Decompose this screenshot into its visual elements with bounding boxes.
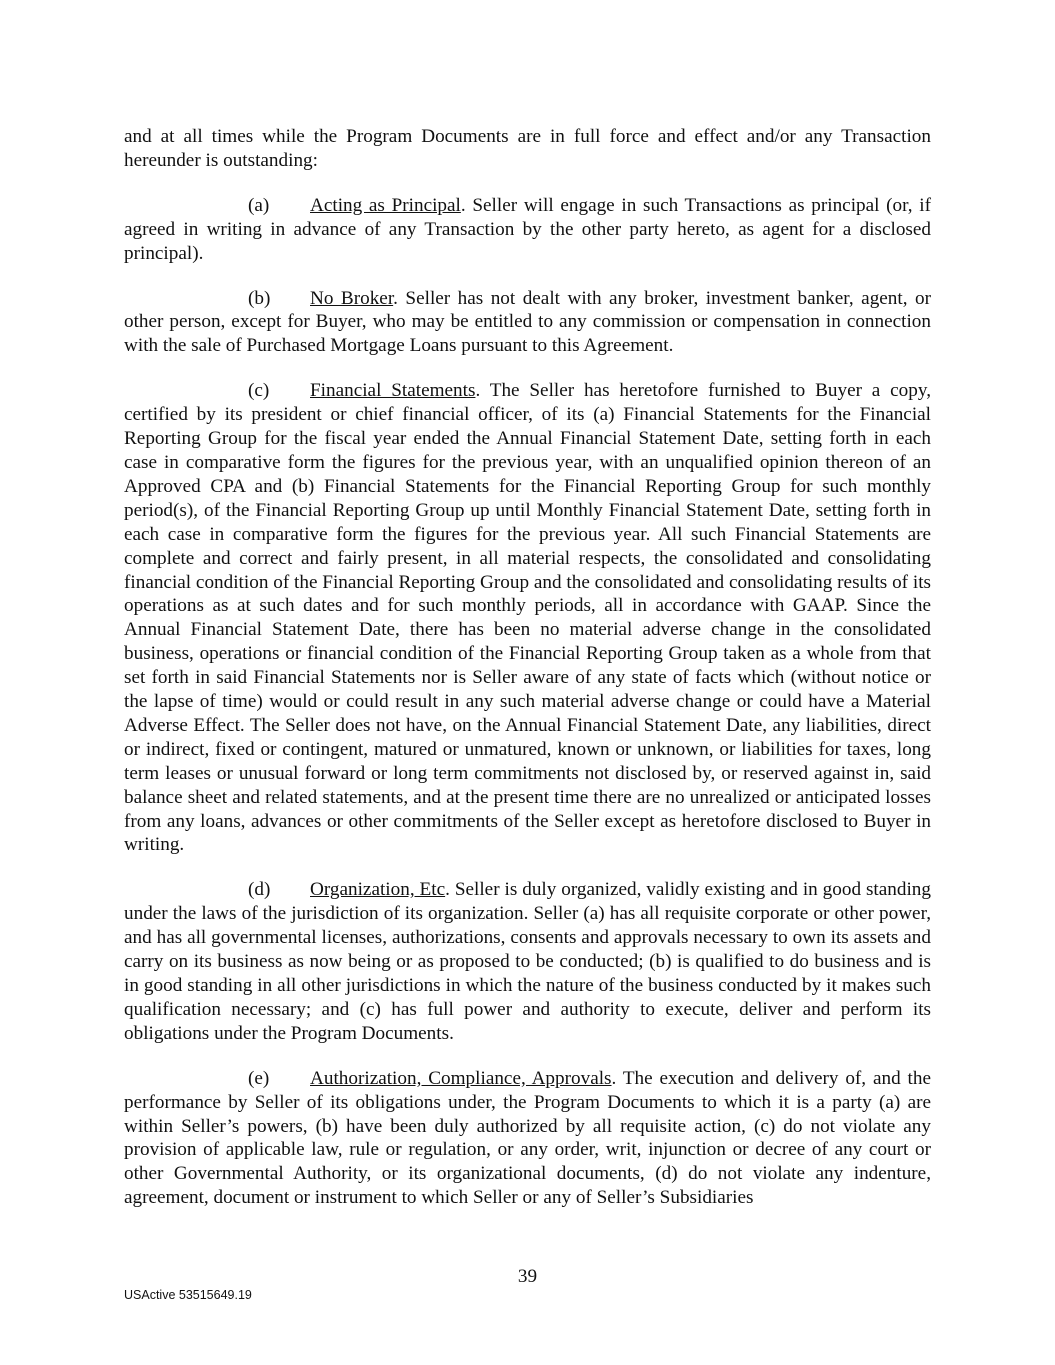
section-text: . The Seller has heretofore furnished to Buyer a copy, certified by its president or chief financial officer, of its (a) Financial Statements for the Financial Reporting Group for the fiscal year ended the Annual Financial Statement Date, setting forth in each case in comparative form the figures for the previous year, with an unqualified opinion thereon of an Approved CPA and (b) Financial Statements for the Financial Reporting Group for such monthly period(s), of the Financial Reporting Group up until Monthly Financial Statement Date, setting forth in each case in comparative form the figures for the previous year. All such Financial Statements are complete and correct and fairly present, in all material respects, the consolidated and consolidating financial condition of the Financial Reporting Group and the consolidated and consolidating results of its operations as at such dates and for such monthly periods, all in accordance with GAAP. Since the Annual Financial Statement Date, there has been no material adverse change in the consolidated business, operations or financial condition of the Financial Reporting Group taken as a whole from that set forth in said Financial Statements nor is Seller aware of any state of facts which (without notice or the lapse of time) would or could result in any such material adverse change or could have a Material Adverse Effect. The Seller does not have, on the Annual Financial Statement Date, any liabilities, direct or indirect, fixed or contingent, matured or unmatured, known or unknown, or liabilities for taxes, long term leases or unusual forward or long term commitments not disclosed by, or reserved against in, said balance sheet and related statements, and at the present time there are no unrealized or anticipated losses from any loans, advances or other commitments of the Seller except as heretofore disclosed to Buyer in writing. [124,380,931,856]
section-d [124,878,931,1045]
page-number: 39 [517,1266,538,1287]
section-e [124,1067,931,1210]
section-label: (d) [248,879,271,901]
section-label: (c) [248,380,270,402]
section-label: (a) [248,194,270,216]
section-text: . Seller is duly organized, validly existing and in good standing under the laws of the jurisdiction of its organization. Seller (a) has all requisite corporate or other power, and has all governmental licenses, authorizations, consents and approvals necessary to own its assets and carry on its business as now being or as proposed to be conducted; (b) is qualified to do business and is in good standing in all other jurisdictions in which the nature of the business conducted by it makes such qualification necessary; and (c) has full power and authority to execute, deliver and perform its obligations under the Program Documents. [124,879,931,1044]
section-a [124,194,931,266]
section-b [124,287,931,359]
section-label: (b) [248,287,271,309]
section-label: (e) [248,1067,270,1089]
section-caption: No Broker [310,287,394,309]
section-caption: Acting as Principal [310,194,461,216]
section-text: . Seller has not dealt with any broker, investment banker, agent, or other person, except for Buyer, who may be entitled to any commission or compensation in connection with the sale of Purchased Mortgage Loans pursuant to this Agreement. [124,287,931,357]
section-caption: Organization, Etc [310,879,446,901]
section-caption: Financial Statements [310,380,476,402]
section-c [124,379,931,857]
section-text: . The execution and delivery of, and the performance by Seller of its obligations under, the Program Documents to which it is a party (a) are within Seller’s powers, (b) have been duly authorized by all requisite action, (c) do not violate any provision of applicable law, rule or regulation, or any order, writ, injunction or decree of any court or other Governmental Authority, or its organizational documents, (d) do not violate any indenture, agreement, document or instrument to which Seller or any of Seller’s Subsidiaries [124,1067,931,1209]
document-body [124,125,931,1231]
document-id: USActive 53515649.19 [124,1288,252,1302]
section-text: . Seller will engage in such Transactions as principal (or, if agreed in writing in advance of any Transaction by the other party hereto, as agent for a disclosed principal). [124,194,931,264]
section-caption: Authorization, Compliance, Approvals [310,1067,612,1089]
intro-paragraph: and at all times while the Program Documents are in full force and effect and/or any Transaction hereunder is outstanding: [124,126,931,171]
